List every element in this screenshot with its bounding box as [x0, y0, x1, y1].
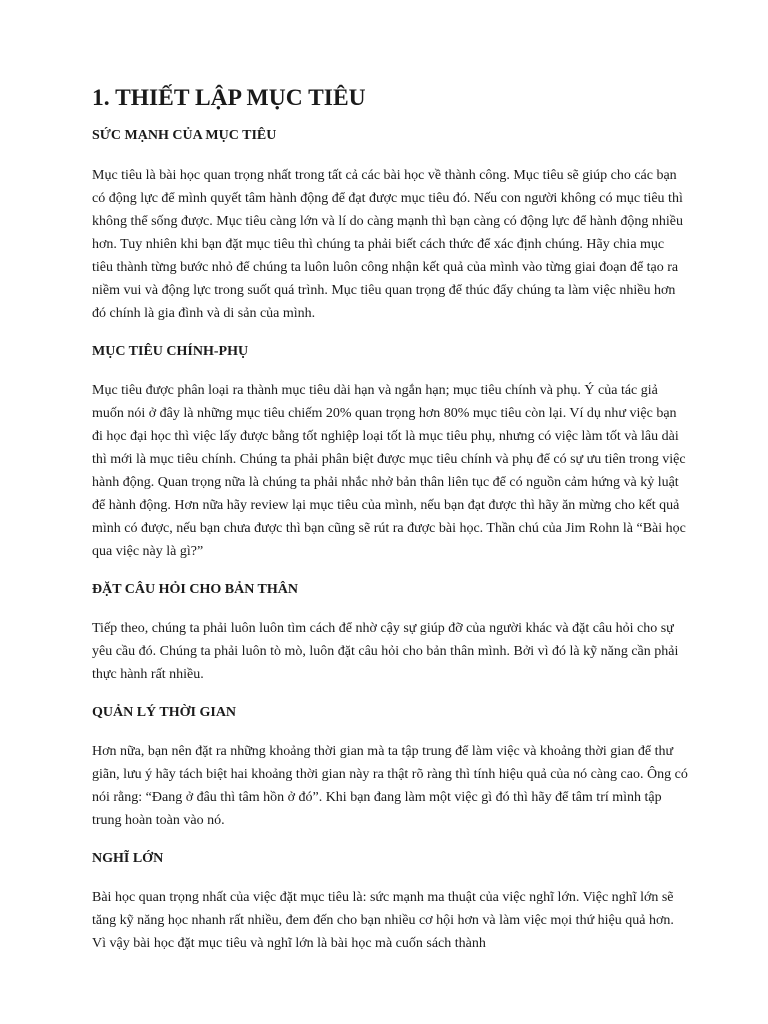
section-heading: MỤC TIÊU CHÍNH-PHỤ: [92, 343, 249, 359]
section-heading: QUẢN LÝ THỜI GIAN: [92, 704, 237, 720]
section-muc-tieu-chinh-phu: [92, 343, 688, 563]
section-paragraph: Hơn nữa, bạn nên đặt ra những khoảng thời gian mà ta tập trung để làm việc và khoảng thời gian để thư giãn, lưu ý hãy tách biệt hai khoảng thời gian này ra thật rõ ràng thì tính hiệu quả của nó càng cao. Ông có nói rằng: “Đang ở đâu thì tâm hồn ở đó”. Khi bạn đang làm một việc gì đó thì hãy để tâm trí mình tập trung hoàn toàn vào nó.: [92, 744, 688, 829]
section-paragraph: Mục tiêu được phân loại ra thành mục tiêu dài hạn và ngắn hạn; mục tiêu chính và phụ. Ý của tác giả muốn nói ở đây là những mục tiêu chiếm 20% quan trọng hơn 80% mục tiêu còn lại. Ví dụ như việc bạn đi học đại học thì việc lấy được bằng tốt nghiệp loại tốt là mục tiêu phụ, nhưng có việc làm tốt và lâu dài thì mới là mục tiêu chính. Chúng ta phải phân biệt được mục tiêu chính và phụ để có sự ưu tiên trong việc hành động. Quan trọng nữa là chúng ta phải nhắc nhở bản thân liên tục để có nguồn cảm hứng và kỷ luật để hành động. Hơn nữa hãy review lại mục tiêu của mình, nếu bạn đạt được thì hãy ăn mừng cho kết quả mình có được, nếu bạn chưa được thì bạn cũng sẽ rút ra được bài học. Thần chú của Jim Rohn là “Bài học qua việc này là gì?”: [92, 382, 686, 559]
page-title: 1. THIẾT LẬP MỤC TIÊU: [92, 85, 366, 111]
document-page: [92, 84, 688, 973]
section-dat-cau-hoi-cho-ban-than: [92, 581, 688, 686]
section-heading: NGHĨ LỚN: [92, 851, 164, 867]
section-nghi-lon: [92, 850, 688, 955]
section-paragraph: Bài học quan trọng nhất của việc đặt mục tiêu là: sức mạnh ma thuật của việc nghĩ lớn. Việc nghĩ lớn sẽ tăng kỹ năng học nhanh rất nhiều, đem đến cho bạn nhiều cơ hội hơn và làm việc mọi thứ hiệu quả hơn. Vì vậy bài học đặt mục tiêu và nghĩ lớn là bài học mà cuốn sách thành: [92, 890, 674, 952]
section-suc-manh-cua-muc-tieu: [92, 127, 688, 324]
section-heading: SỨC MẠNH CỦA MỤC TIÊU: [92, 128, 277, 144]
section-paragraph: Mục tiêu là bài học quan trọng nhất trong tất cả các bài học về thành công. Mục tiêu sẽ giúp cho các bạn có động lực để mình quyết tâm hành động để đạt được mục tiêu đó. Nếu con người không có mục tiêu thì không thể sống được. Mục tiêu càng lớn và lí do càng mạnh thì bạn càng có động lực để hành động nhiều hơn. Tuy nhiên khi bạn đặt mục tiêu thì chúng ta phải biết cách thức để xác định chúng. Hãy chia mục tiêu thành từng bước nhỏ để chúng ta luôn luôn công nhận kết quả của mình vào từng giai đoạn để tạo ra niềm vui và động lực trong suốt quá trình. Mục tiêu quan trọng để thúc đẩy chúng ta làm việc nhiều hơn đó chính là gia đình và di sản của mình.: [92, 167, 684, 321]
section-quan-ly-thoi-gian: [92, 704, 688, 832]
section-heading: ĐẶT CÂU HỎI CHO BẢN THÂN: [92, 581, 299, 597]
section-paragraph: Tiếp theo, chúng ta phải luôn luôn tìm cách để nhờ cậy sự giúp đỡ của người khác và đặt câu hỏi cho sự yêu cầu đó. Chúng ta phải luôn tò mò, luôn đặt câu hỏi cho bản thân mình. Bởi vì đó là kỹ năng cần phải thực hành rất nhiều.: [92, 620, 679, 682]
